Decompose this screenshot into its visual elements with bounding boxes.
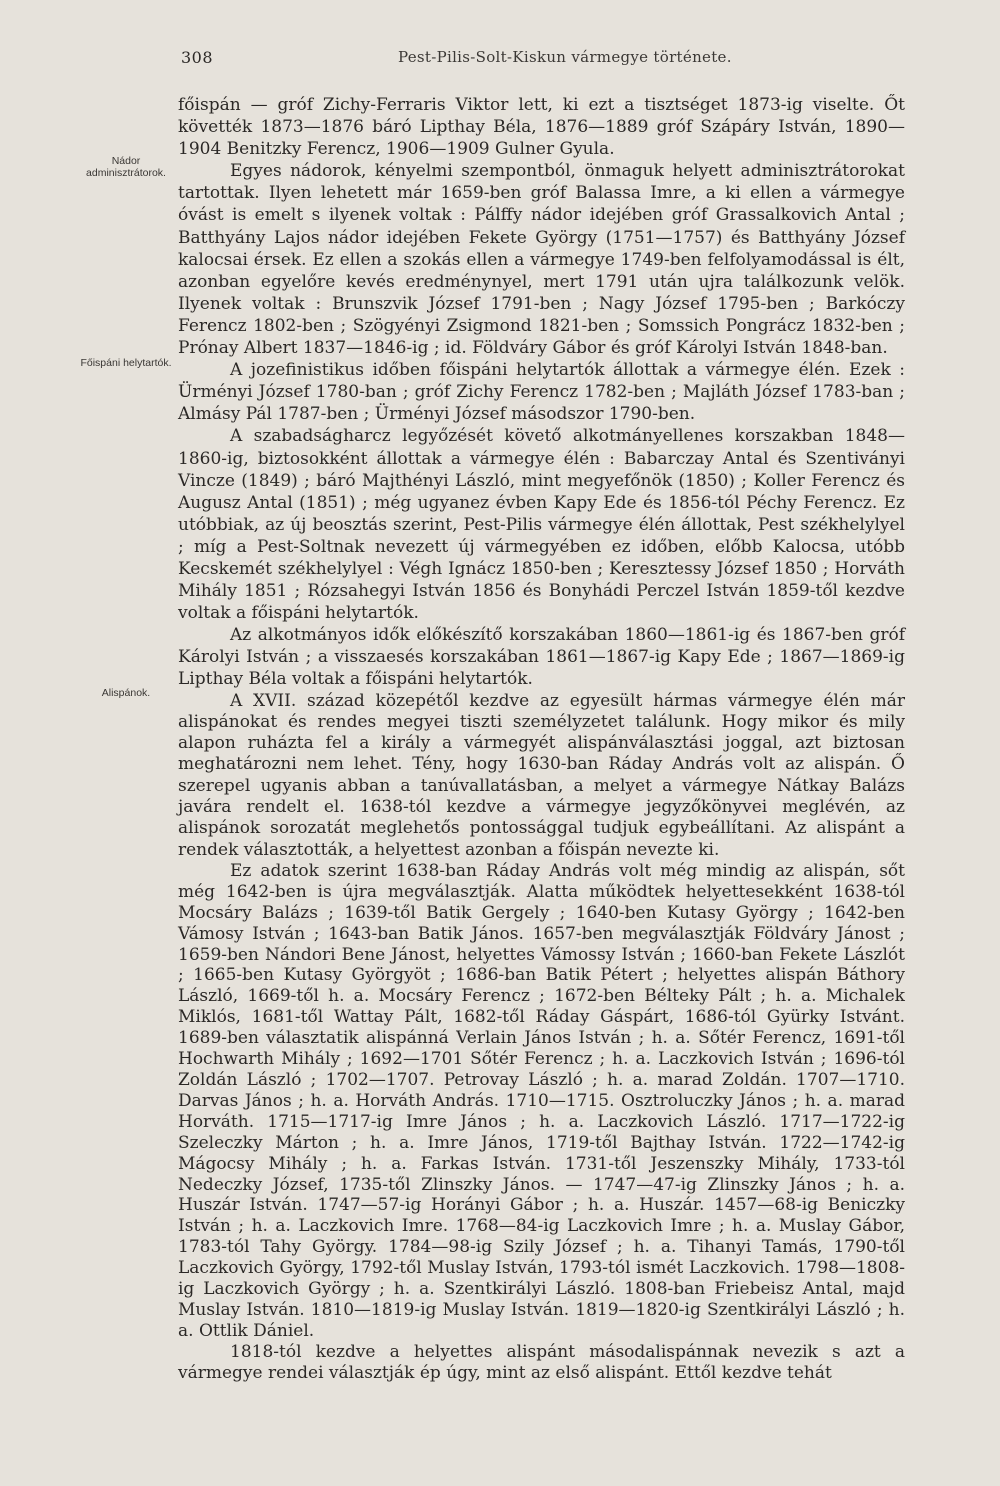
paragraph-foispani-helytartok: A jozefinistikus időben főispáni helytartók állottak a vármegye élén. Ezek : Ürményi József 1780-ban ; gróf Zichy Ferencz 1782-ben ; Majláth József 1783-ban ; Almásy Pál 1787-ben ; Ürményi József másodszor 1790-ben.: [178, 360, 905, 425]
running-title: Pest-Pilis-Solt-Kiskun vármegye története.: [398, 48, 732, 66]
margin-note-nador-adminisztratorok: Nádor adminisztrátorok.: [86, 155, 166, 179]
paragraph-masodalispan: 1818-tól kezdve a helyettes alispánt másodalispánnak nevezik s azt a vármegye rendei választják ép úgy, mint az első alispánt. Ettől kezdve tehát: [178, 1341, 905, 1384]
paragraph-alkotmanyos-idok: Az alkotmányos idők előkészítő korszakában 1860—1861-ig és 1867-ben gróf Károlyi István ; a visszaesés korszakában 1861—1867-ig Kapy Ede ; 1867—1869-ig Lipthay Béla voltak a főispáni helytartók.: [178, 625, 905, 690]
page-header: [0, 48, 1000, 74]
margin-note-foispani-helytartok: Főispáni helytartók.: [80, 357, 172, 369]
paragraph-zichy-ferraris: főispán — gróf Zichy-Ferraris Viktor lett, ki ezt a tisztséget 1873-ig viselte. Őt követték 1873—1876 báró Lipthay Béla, 1876—1889 gróf Szápáry István, 1890—1904 Benitzky Ferencz, 1906—1909 Gulner Gyula.: [178, 95, 905, 160]
paragraph-nador-adminisztratorok: Egyes nádorok, kényelmi szempontból, önmaguk helyett adminisztrátorokat tartottak. Ilyen lehetett már 1659-ben gróf Balassa Imre, a ki ellen a vármegye óvást is emelt s ilyenek voltak : Pálffy nádor idejében gróf Grassalkovich Antal ; Batthyány Lajos nádor idejében Fekete György (1751—1757) és Batthyány József kalocsai érsek. Ez ellen a szokás ellen a vármegye 1749-ben felfolyamodással is élt, azonban egyelőre kevés eredménynyel, mert 1791 után ujra találkozunk velök. Ilyenek voltak : Brunszvik József 1791-ben ; Nagy József 1795-ben ; Barkóczy Ferencz 1802-ben ; Szögyényi Zsigmond 1821-ben ; Somssich Pongrácz 1832-ben ; Prónay Albert 1837—1846-ig ; id. Földváry Gábor és gróf Károlyi István 1848-ban.: [178, 161, 905, 359]
paragraph-szabadsagharcz: A szabadságharcz legyőzését követő alkotmányellenes korszakban 1848—1860-ig, biztosokként állottak a vármegye élén : Babarczay Antal és Szentiványi Vincze (1849) ; báró Majthényi László, mint megyefőnök (1850) ; Koller Ferencz és Augusz Antal (1851) ; még ugyanez évben Kapy Ede és 1856-tól Péchy Ferencz. Ez utóbbiak, az új beosztás szerint, Pest-Pilis vármegye élén állottak, Pest székhelylyel ; míg a Pest-Soltnak nevezett új vármegyében ez időben, előbb Kalocsa, utóbb Kecskemét székhelylyel : Végh Ignácz 1850-ben ; Keresztessy József 1850 ; Horváth Mihály 1851 ; Rózsahegyi István 1856 és Bonyhádi Perczel István 1859-től kezdve voltak a főispáni helytartók.: [178, 426, 905, 624]
margin-note-alispanok: Alispánok.: [101, 687, 151, 699]
body-text: [178, 94, 905, 1384]
paragraph-adatok-szerint: Ez adatok szerint 1638-ban Ráday András volt még mindig az alispán, sőt még 1642-ben is újra megválasztják. Alatta működtek helyettesekként 1638-tól Mocsáry Balázs ; 1639-től Batik Gergely ; 1640-ben Kutasy György ; 1642-ben Vámosy István ; 1643-ban Batik János. 1657-ben megválasztják Földváry Jánost ; 1659-ben Nándori Bene Jánost, helyettes Vámossy István ; 1660-ban Fekete Lászlót ; 1665-ben Kutasy Györgyöt ; 1686-ban Batik Pétert ; helyettes alispán Báthory László, 1669-től h. a. Mocsáry Ferencz ; 1672-ben Bélteky Pált ; h. a. Michalek Miklós, 1681-től Wattay Pált, 1682-től Ráday Gáspárt, 1686-tól Gyürky Istvánt. 1689-ben választatik alispánná Verlain János István ; h. a. Sőtér Ferencz, 1691-től Hochwarth Mihály ; 1692—1701 Sőtér Ferencz ; h. a. Laczkovich István ; 1696-tól Zoldán László ; 1702—1707. Petrovay László ; h. a. marad Zoldán. 1707—1710. Darvas János ; h. a. Horváth András. 1710—1715. Osztroluczky János ; h. a. marad Horváth. 1715—1717-ig Imre János ; h. a. Laczkovich László. 1717—1722-ig Szeleczky Márton ; h. a. Imre János, 1719-től Bajthay István. 1722—1742-ig Mágocsy Mihály ; h. a. Farkas István. 1731-től Jeszenszky Mihály, 1733-tól Nedeczky József, 1735-től Zlinszky János. — 1747—47-ig Zlinszky János ; h. a. Huszár István. 1747—57-ig Horányi Gábor ; h. a. Huszár. 1457—68-ig Beniczky István ; h. a. Laczkovich Imre. 1768—84-ig Laczkovich Imre ; h. a. Muslay Gábor, 1783-tól Tahy György. 1784—98-ig Szily József ; h. a. Tihanyi Tamás, 1790-től Laczkovich György, 1792-től Muslay István, 1793-tól ismét Laczkovich. 1798—1808-ig Laczkovich György ; h. a. Szentkirályi László. 1808-ban Friebeisz Antal, majd Muslay István. 1810—1819-ig Muslay István. 1819—1820-ig Szentkirályi László ; h. a. Ottlik Dániel.: [178, 860, 905, 1341]
page-number: 308: [181, 48, 214, 67]
paragraph-alispanok: A XVII. század közepétől kezdve az egyesült hármas vármegye élén már alispánokat és rendes megyei tiszti személyzetet találunk. Hogy mikor és mily alapon ruházta fel a király a vármegyét alispánválasztási joggal, azt biztosan meghatározni nem lehet. Tény, hogy 1630-ban Ráday András volt az alispán. Ő szerepel ugyanis abban a tanúvallatásban, a melyet a vármegye Nátkay Balázs javára rendelt el. 1638-tól kezdve a vármegye jegyzőkönyvei meglévén, az alispánok sorozatát meglehetős pontossággal tudjuk egybeállítani. Az alispánt a rendek választották, a helyettest azonban a főispán nevezte ki.: [178, 690, 905, 860]
